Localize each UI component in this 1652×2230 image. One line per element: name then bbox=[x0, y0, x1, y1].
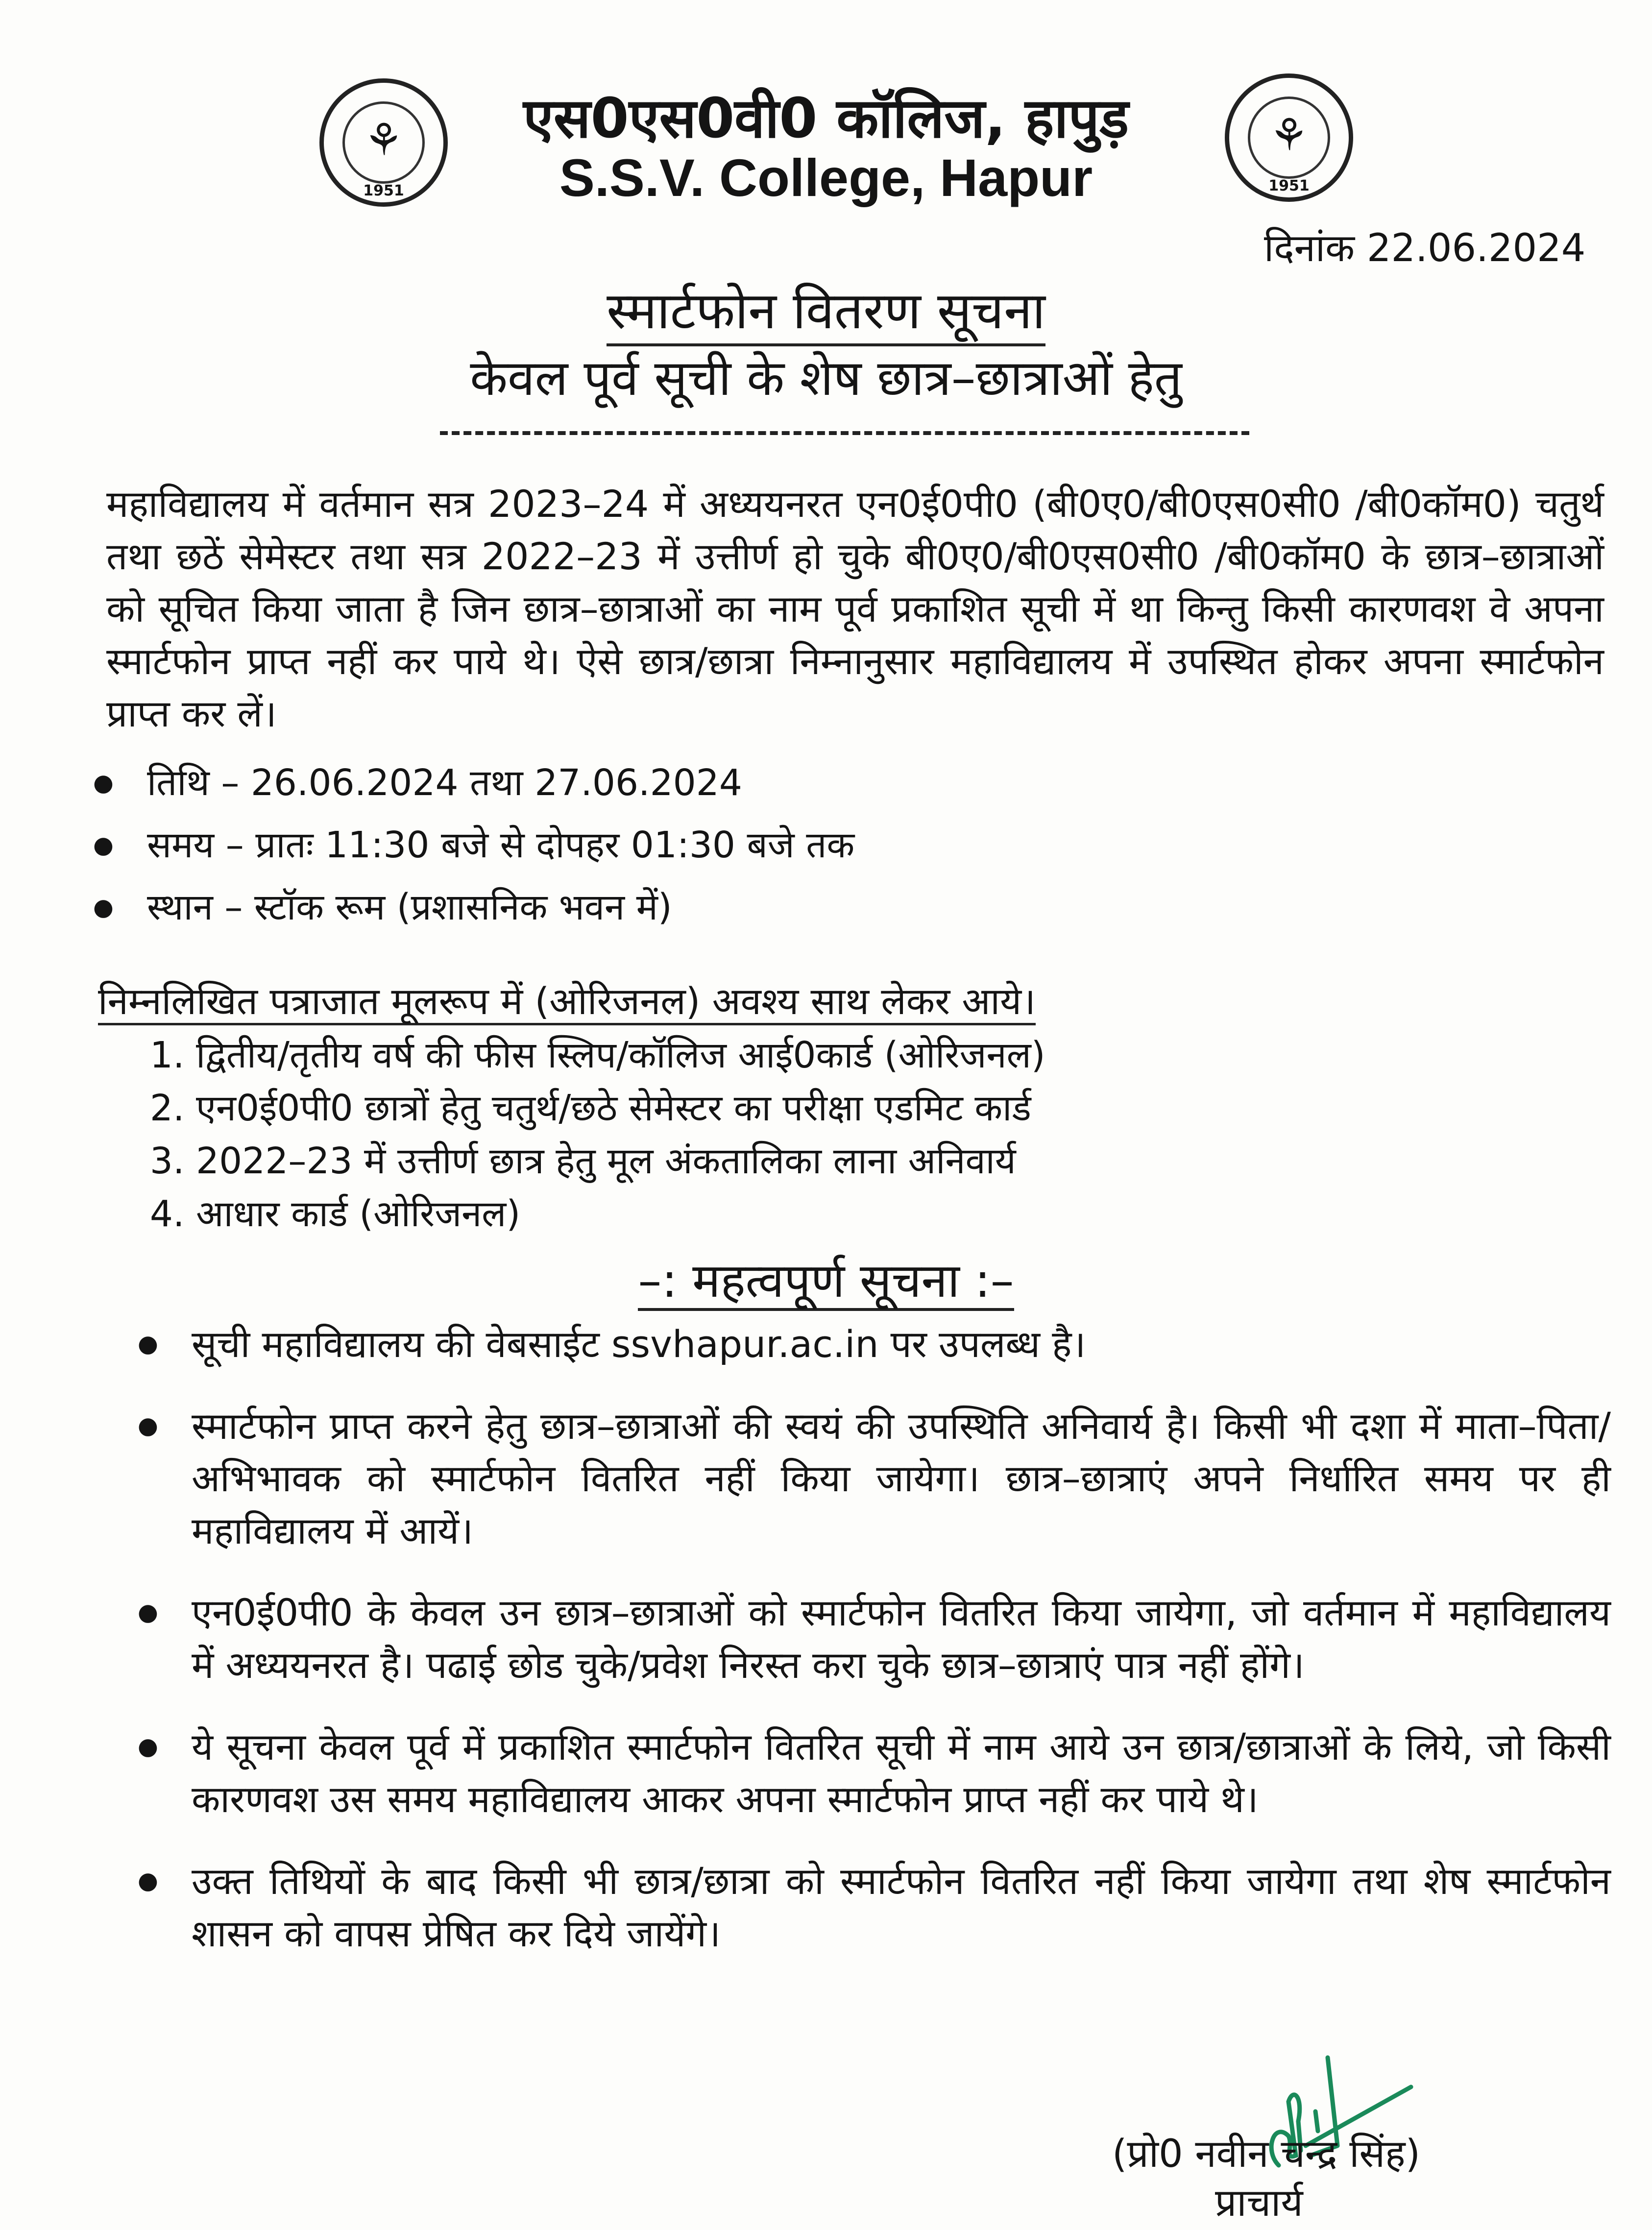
important-heading-text: –: महत्वपूर्ण सूचना :– bbox=[638, 1253, 1014, 1311]
notice-subtitle: केवल पूर्व सूची के शेष छात्र–छात्राओं हेतु bbox=[470, 349, 1182, 407]
signatory-name: (प्रो0 नवीन चन्द्र सिंह) bbox=[1112, 2132, 1421, 2176]
important-item: ● उक्त तिथियों के बाद किसी भी छात्र/छात्रा को स्मार्टफोन वितरित नहीं किया जायेगा तथा शेष स्मार्टफोन शासन को वापस प्रेषित कर दिये जायेंगे। bbox=[192, 1855, 1611, 1960]
important-heading bbox=[0, 1247, 1652, 1311]
documents-list bbox=[147, 1029, 1045, 1240]
divider bbox=[440, 431, 1249, 435]
signatory-designation: प्राचार्य bbox=[1215, 2181, 1303, 2225]
seal-figure-icon: ⚘ bbox=[1269, 109, 1309, 161]
important-item: ● स्मार्टफोन प्राप्त करने हेतु छात्र–छात्राओं की स्वयं की उपस्थिति अनिवार्य है। किसी भी दशा में माता–पिता/अभिभावक को स्मार्टफोन वितरित नहीं किया जायेगा। छात्र–छात्राएं अपने निर्धारित समय पर ही महाविद्यालय में आयें। bbox=[192, 1400, 1611, 1557]
document-item: 3. 2022–23 में उत्तीर्ण छात्र हेतु मूल अंकतालिका लाना अनिवार्य bbox=[196, 1135, 1045, 1188]
notice-title bbox=[0, 274, 1652, 343]
documents-heading-text: निम्नलिखित पत्राजात मूलरूप में (ओरिजनल) अवश्य साथ लेकर आये। bbox=[98, 979, 1036, 1025]
document-item: 4. आधार कार्ड (ओरिजनल) bbox=[196, 1188, 1045, 1240]
schedule-list bbox=[147, 752, 854, 939]
notice-date bbox=[1264, 220, 1585, 272]
seal-year: 1951 bbox=[363, 182, 404, 199]
schedule-place: ● स्थान – स्टॉक रूम (प्रशासनिक भवन में) bbox=[147, 876, 854, 939]
document-item: 1. द्वितीय/तृतीय वर्ष की फीस स्लिप/कॉलिज आई0कार्ड (ओरिजनल) bbox=[196, 1029, 1045, 1082]
important-list bbox=[192, 1318, 1611, 1989]
college-name-hindi: एस0एस0वी0 कॉलिज, हापुड़ bbox=[523, 87, 1129, 150]
important-item: ● सूची महाविद्यालय की वेबसाईट ssvhapur.ac.in पर उपलब्ध है। bbox=[192, 1318, 1611, 1370]
schedule-time: ● समय – प्रातः 11:30 बजे से दोपहर 01:30 बजे तक bbox=[147, 814, 854, 876]
date-value: 22.06.2024 bbox=[1366, 226, 1586, 270]
document-item: 2. एन0ई0पी0 छात्रों हेतु चतुर्थ/छठे सेमेस्टर का परीक्षा एडमिट कार्ड bbox=[196, 1082, 1045, 1135]
important-item: ● ये सूचना केवल पूर्व में प्रकाशित स्मार्टफोन वितरित सूची में नाम आये उन छात्र/छात्राओं के लिये, जो किसी कारणवश उस समय महाविद्यालय आकर अपना स्मार्टफोन प्राप्त नहीं कर पाये थे। bbox=[192, 1721, 1611, 1825]
intro-paragraph: महाविद्यालय में वर्तमान सत्र 2023–24 में अध्ययनरत एन0ई0पी0 (बी0ए0/बी0एस0सी0 /बी0कॉम0) चतुर्थ तथा छठें सेमेस्टर तथा सत्र 2022–23 में उत्तीर्ण हो चुके बी0ए0/बी0एस0सी0 /बी0कॉम0 के छात्र–छात्राओं को सूचित किया जाता है जिन छात्र–छात्राओं का नाम पूर्व प्रकाशित सूची में था किन्तु किसी कारणवश वे अपना स्मार्टफोन प्राप्त नहीं कर पाये थे। ऐसे छात्र/छात्रा निम्नानुसार महाविद्यालय में उपस्थित होकर अपना स्मार्टफोन प्राप्त कर लें। bbox=[106, 482, 1604, 735]
college-name-english: S.S.V. College, Hapur bbox=[559, 148, 1093, 207]
notice-title-text: स्मार्टफोन वितरण सूचना bbox=[607, 281, 1045, 346]
documents-heading bbox=[98, 975, 1036, 1025]
date-label: दिनांक bbox=[1264, 226, 1355, 270]
seal-year: 1951 bbox=[1268, 177, 1310, 194]
schedule-date: ● तिथि – 26.06.2024 तथा 27.06.2024 bbox=[147, 752, 854, 814]
important-item: ● एन0ई0पी0 के केवल उन छात्र–छात्राओं को स्मार्टफोन वितरित किया जायेगा, जो वर्तमान में महाविद्यालय में अध्ययनरत है। पढाई छोड चुके/प्रवेश निरस्त करा चुके छात्र–छात्राएं पात्र नहीं होंगे। bbox=[192, 1586, 1611, 1691]
seal-figure-icon: ⚘ bbox=[364, 114, 404, 166]
